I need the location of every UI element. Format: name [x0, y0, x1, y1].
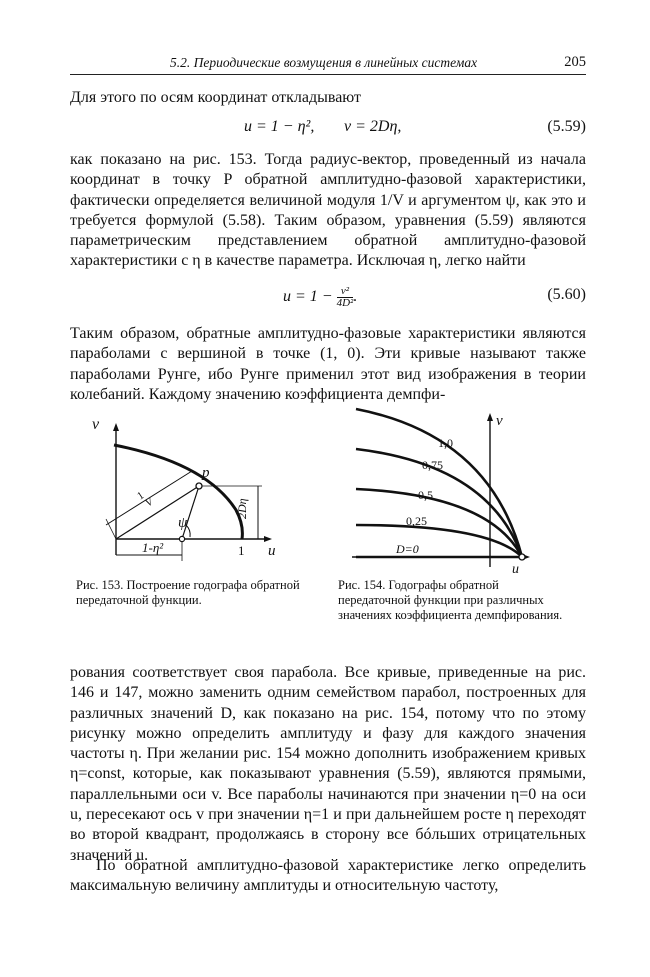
paragraph-5: По обратной амплитудно-фазовой характеристике легко определить максимальную величину амплитуды и относительную частоту, [70, 857, 586, 895]
equation-number-5-60: (5.60) [547, 286, 586, 303]
fig153-label-2d-eta: 2Dη [235, 498, 249, 519]
equation-5-60-denominator: 4D² [336, 297, 354, 309]
equation-5-60-fraction [337, 286, 354, 309]
paragraph-1: Для этого по осям координат откладывают [70, 89, 362, 106]
page-number: 205 [564, 54, 586, 70]
fig153-point-p [196, 483, 202, 489]
fig154-label-0-5: 0,5 [418, 488, 433, 502]
paragraph-2: как показано на рис. 153. Тогда радиус-вектор, проведенный из начала координат в точку P обратной амплитудно-фазовой характеристики, фактически определяется величиной модуля 1/V и аргументом ψ, как это и требуется формулой (5.58). Таким образом, уравнения (5.59) являются параметрическим представлением обратной амплитудно-фазовой характеристики с η в качестве параметра. Исключая η, легко найти [70, 151, 586, 270]
figure-154 [340, 405, 540, 575]
paragraph-4: рования соответствует своя парабола. Все кривые, приведенные на рис. 146 и 147, можно заменить одним семейством парабол, построенных для различных значений D, как показано на рис. 154, потому что по этому рисунку можно определить амплитуду и фазу для каждого значения частоты η. При желании рис. 154 можно дополнить изображением кривых η=const, которые, как показывают уравнения (5.59), являются прямыми, параллельными оси v. Все параболы начинаются при значении η=0 на оси u, пересекают ось v при значении η=1 и при дальнейшем росте η переходят во второй квадрант, продолжаясь в сторону все бóльших отрицательных значений u. [70, 664, 586, 864]
fig154-label-0-25: 0,25 [406, 514, 427, 528]
fig154-label-0-75: 0,75 [422, 458, 443, 472]
running-header [70, 54, 586, 75]
equation-5-59-u: u = 1 − η², [244, 118, 315, 135]
fig153-point-origin-shift [179, 536, 184, 541]
equation-number-5-59: (5.59) [547, 118, 586, 135]
fig154-label-1-0: 1,0 [438, 436, 453, 450]
paragraph-3: Таким образом, обратные амплитудно-фазовые характеристики являются параболами с вершиной в точке (1, 0). Эти кривые называют также параболами Рунге, ибо Рунге применил этот вид изображения в теории колебаний. Каждому значению коэффициента демпфи- [70, 325, 586, 403]
fig153-label-u: u [268, 543, 276, 559]
fig154-label-v: v [496, 413, 503, 429]
fig154-label-d0: D=0 [396, 542, 419, 556]
fig153-label-one: 1 [238, 543, 245, 558]
fig154-v-arrow [487, 413, 493, 421]
fig154-label-u: u [512, 562, 519, 575]
fig154-vertex-point [519, 554, 525, 560]
fig153-label-p: p [202, 465, 210, 481]
figure-154-caption: Рис. 154. Годографы обратной передаточной функции при различных значениях коэффициента демпфирования. [338, 578, 563, 622]
fig153-v-arrow [113, 423, 119, 431]
figure-153 [86, 415, 301, 565]
fig153-label-v: v [92, 416, 100, 433]
fig153-label-one-over-v-num: 1 [135, 489, 147, 503]
section-title: 5.2. Периодические возмущения в линейных системах [170, 55, 478, 70]
fig153-label-psi: ψ [178, 515, 188, 531]
fig153-psi-line [182, 486, 199, 539]
fig153-label-one-over-v-den: V [143, 495, 156, 510]
equation-5-60 [283, 286, 357, 309]
equation-5-60-numerator: v² [337, 286, 354, 298]
fig154-curve-1-0 [356, 409, 522, 557]
fig153-radius-vector [116, 486, 199, 539]
fig153-label-one-minus-eta2: 1-η² [142, 540, 164, 555]
fig153-u-arrow [264, 536, 272, 542]
equation-5-59-v: v = 2Dη, [344, 118, 402, 135]
figure-153-caption: Рис. 153. Построение годографа обратной передаточной функции. [76, 578, 300, 607]
fig154-curve-0-25 [356, 525, 522, 557]
equation-5-60-lhs: u = 1 − [283, 288, 333, 306]
equation-5-60-dot: . [353, 288, 358, 306]
